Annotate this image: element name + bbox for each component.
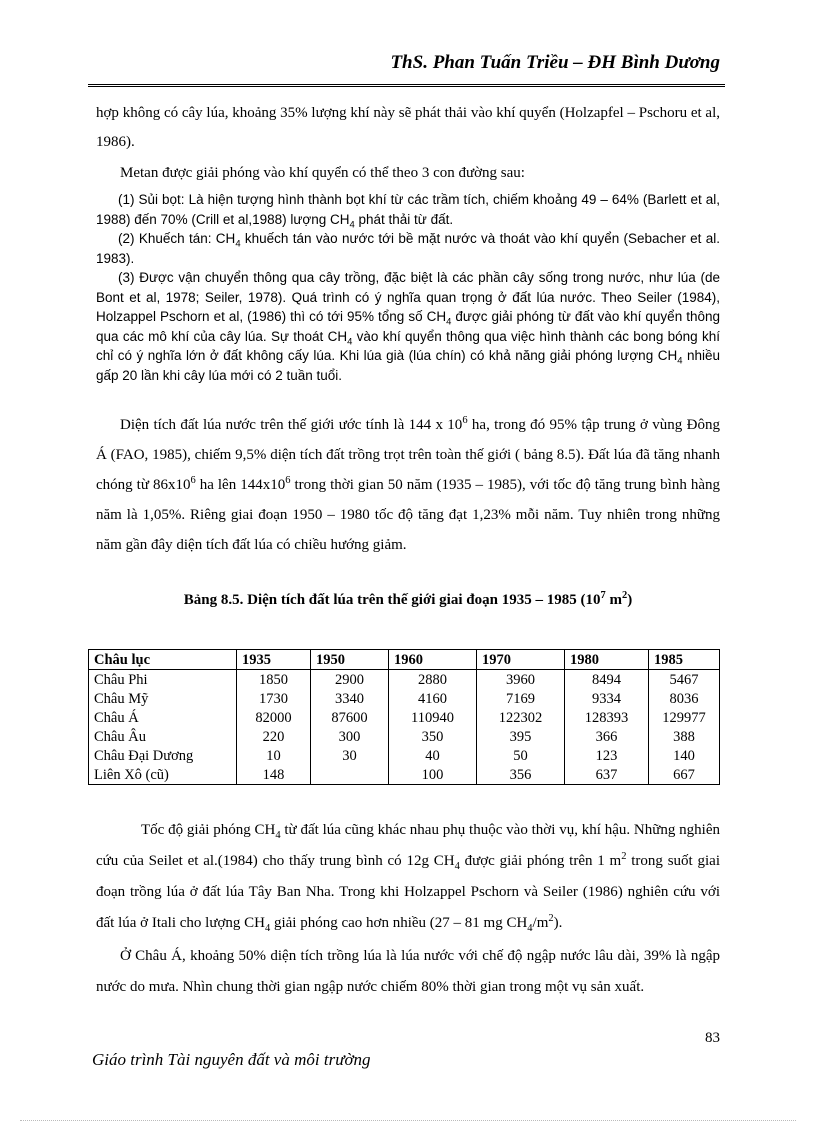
header-1985: 1985 xyxy=(649,650,720,670)
table-row: Châu Âu 220 300 350 395 366 388 xyxy=(89,727,720,746)
page-number: 83 xyxy=(705,1030,720,1046)
header-1935: 1935 xyxy=(237,650,311,670)
rice-area-table xyxy=(88,649,720,785)
footer-rule xyxy=(20,1120,796,1121)
paragraph-3: Diện tích đất lúa nước trên thế giới ước tính là 144 x $10^6$ ha, trong đó 95% tập trung ở vùng Đông Á (FAO, 1985), chiếm 9,5% diện tích đất trồng trọt trên toàn thế giới ( bảng 8.5). Đất lúa đã tăng nhanh chóng từ $86x10^6$ ha lên $144x10^6$ trong thời gian 50 năm (1935 – 1985), với tốc độ tăng trung bình hàng năm là 1,05%. Riêng giai đoạn 1950 – 1980 tốc độ tăng đạt 1,23% mỗi năm. Tuy nhiên trong những năm gần đây diện tích đất lúa có chiều hướng giảm. xyxy=(96,415,720,553)
header-continent: Châu lục xyxy=(89,650,237,670)
method-1: (1) Sủi bọt: Là hiện tượng hình thành bọt khí từ các trầm tích, chiếm khoảng 49 – 64% (Barlett et al, 1988) đến 70% (Crill et al,1988) lượng $CH_4$ phát thải từ đất. xyxy=(96,192,720,231)
table-row: Châu Mỹ 1730 3340 4160 7169 9334 8036 xyxy=(89,689,720,708)
page-header: ThS. Phan Tuấn Triều – ĐH Bình Dương xyxy=(390,52,720,73)
header-1970: 1970 xyxy=(477,650,565,670)
paragraph-4: Tốc độ giải phóng $CH_4$ từ đất lúa cũng khác nhau phụ thuộc vào thời vụ, khí hậu. Những nghiên cứu của Seilet et al.(1984) cho thấy trung bình có 12g $CH_4$ được giải phóng trên 1 $m^2$ trong suốt giai đoạn trồng lúa ở đất lúa Tây Ban Nha. Trong khi Holzappel Pschorn và Seiler (1986) nghiên cứu với đất lúa ở Itali cho lượng $CH_4$ giải phóng cao hơn nhiều (27 – 81 mg $CH_4/m^2$). xyxy=(96,822,720,934)
table-row: Châu Á 82000 87600 110940 122302 128393 129977 xyxy=(89,708,720,727)
table-header-row xyxy=(89,650,720,670)
table-row: Châu Phi 1850 2900 2880 3960 8494 5467 xyxy=(89,670,720,690)
header-1950: 1950 xyxy=(311,650,389,670)
paragraph-2: Metan được giải phóng vào khí quyển có thể theo 3 con đường sau: xyxy=(120,165,525,181)
closing-section xyxy=(96,815,720,1003)
header-rule xyxy=(88,84,725,87)
method-3: (3) Được vận chuyển thông qua cây trồng, đặc biệt là các phần cây sống trong nước, như lúa (de Bont et al, 1978; Seiler, 1978). Quá trình có ý nghĩa quan trọng ở đất lúa nước. Theo Seiler (1984), Holzappel Pschorn et al, (1986) thì có tới 95% tổng số $CH_4$ được giải phóng từ đất vào khí quyển thông qua các mô khí của cây lúa. Sự thoát $CH_4$ vào khí quyển thông qua việc hình thành các bong bóng khí chỉ có ý nghĩa lớn ở đất không cấy lúa. Khi lúa già (lúa chín) có khả năng giải phóng lượng $CH_4$ nhiều gấp 20 lần khi cây lúa mới có 2 tuần tuổi. xyxy=(96,270,720,383)
header-1960: 1960 xyxy=(389,650,477,670)
methods-list xyxy=(96,190,720,385)
method-2: (2) Khuếch tán: $CH_4$ khuếch tán vào nước tới bề mặt nước và thoát vào khí quyển (Sebacher et al. 1983). xyxy=(96,231,721,266)
table-caption: Bảng 8.5. Diện tích đất lúa trên thế giới giai đoạn 1935 – 1985 ($10^7$ $m^2$) xyxy=(183,590,633,608)
header-1980: 1980 xyxy=(565,650,649,670)
table-row: Liên Xô (cũ) 148 100 356 637 667 xyxy=(89,765,720,785)
paragraph-1: hợp không có cây lúa, khoảng 35% lượng khí này sẽ phát thải vào khí quyển (Holzapfel – Pschoru et al, 1986). xyxy=(96,105,720,150)
intro-section xyxy=(96,99,720,188)
page-footer: Giáo trình Tài nguyên đất và môi trường xyxy=(92,1050,371,1069)
paragraph-5: Ở Châu Á, khoảng 50% diện tích trồng lúa là lúa nước với chế độ ngập nước lâu dài, 39% là ngập nước do mưa. Nhìn chung thời gian ngập nước chiếm 80% thời gian trong một vụ sản xuất. xyxy=(96,948,720,995)
table-row: Châu Đại Dương 10 30 40 50 123 140 xyxy=(89,746,720,765)
